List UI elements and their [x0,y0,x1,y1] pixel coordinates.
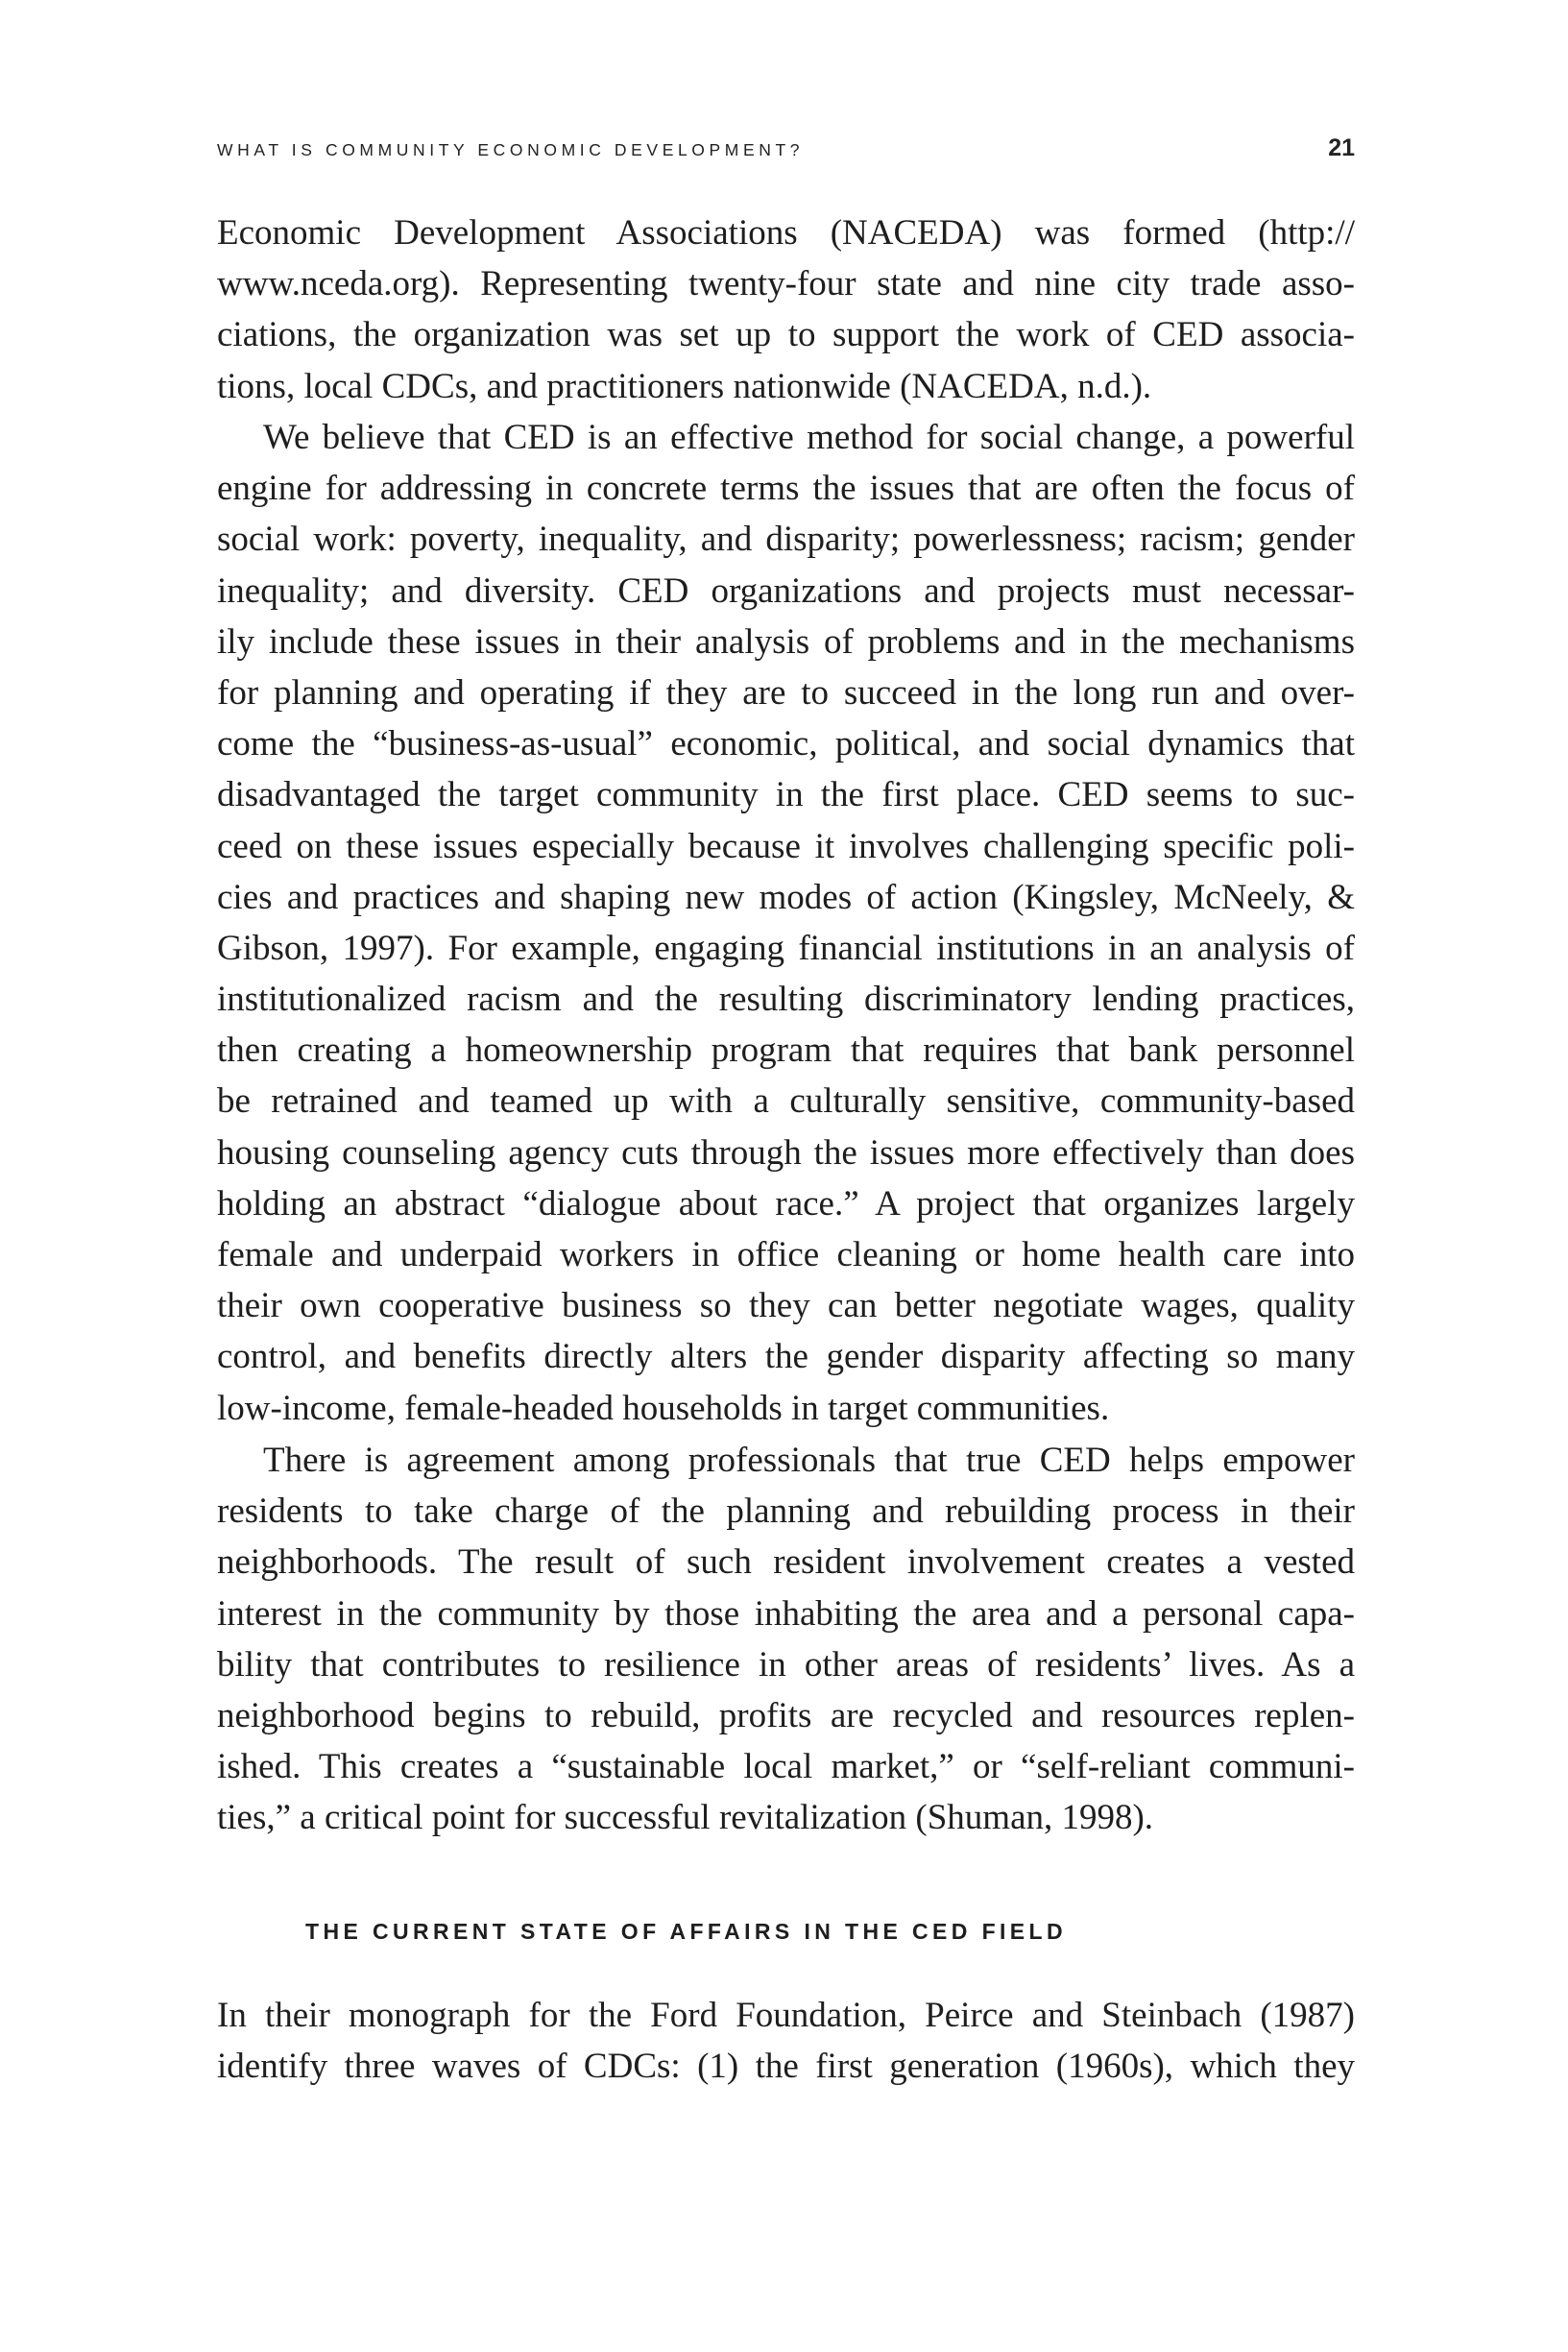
paragraph-cdc-waves [217,1990,1355,2092]
text-line: holding an abstract “dialogue about race.” A project that organizes largely [217,1183,1355,1224]
text-line: their own cooperative business so they can better negotiate wages, quality [217,1286,1355,1326]
text-line: There is agreement among professionals that true CED helps empower [263,1441,1355,1480]
text-line: then creating a homeownership program that requires that bank personnel [217,1031,1355,1071]
text-line: ily include these issues in their analysis of problems and in the mechanisms [217,621,1355,662]
text-line: social work: poverty, inequality, and disparity; powerlessness; racism; gender [217,520,1355,560]
text-line: www.nceda.org). Representing twenty-four state and nine city trade asso- [217,264,1355,304]
text-line: tions, local CDCs, and practitioners nationwide (NACEDA, n.d.). [217,366,1152,406]
running-head-title: WHAT IS COMMUNITY ECONOMIC DEVELOPMENT? [217,140,805,159]
text-line: ties,” a critical point for successful revitalization (Shuman, 1998). [217,1798,1154,1838]
page-number: 21 [1328,134,1355,161]
text-line: low-income, female-headed households in target communities. [217,1388,1110,1428]
text-line: engine for addressing in concrete terms the issues that are often the focus of [217,469,1355,509]
text-line: inequality; and diversity. CED organizations and projects must necessar- [217,570,1355,611]
text-line: ciations, the organization was set up to support the work of CED associa- [217,315,1355,355]
text-line: ished. This creates a “sustainable local market,” or “self-reliant communi- [217,1747,1355,1787]
text-line: institutionalized racism and the resulting discriminatory lending practices, [217,980,1355,1020]
paragraph-resident-empowerment [217,1435,1355,1844]
text-line: neighborhoods. The result of such resident involvement creates a vested [217,1542,1355,1583]
text-line: be retrained and teamed up with a culturally sensitive, community-based [217,1081,1355,1122]
text-line: female and underpaid workers in office cleaning or home health care into [217,1235,1355,1274]
text-line: come the “business-as-usual” economic, political, and social dynamics that [217,724,1355,764]
text-line: We believe that CED is an effective method for social change, a powerful [263,418,1355,457]
paragraph-ced-social-change [217,412,1355,1434]
text-line: Gibson, 1997). For example, engaging financial institutions in an analysis of [217,928,1355,968]
text-line: residents to take charge of the planning and rebuilding process in their [217,1491,1355,1532]
text-line: In their monograph for the Ford Foundation, Peirce and Steinbach (1987) [217,1996,1355,2035]
running-head [217,134,1355,173]
text-line: Economic Development Associations (NACEDA) was formed (http:// [217,213,1355,253]
paragraph-naceda [217,207,1355,412]
text-line: interest in the community by those inhabiting the area and a personal capa- [217,1593,1355,1634]
text-line: ceed on these issues especially because it involves challenging specific poli- [217,826,1355,866]
text-line: neighborhood begins to rebuild, profits are recycled and resources replen- [217,1695,1355,1735]
text-line: control, and benefits directly alters the gender disparity affecting so many [217,1337,1355,1377]
text-line: identify three waves of CDCs: (1) the first generation (1960s), which they [217,2047,1355,2087]
text-line: for planning and operating if they are to succeed in the long run and over- [217,672,1355,713]
text-line: disadvantaged the target community in the first place. CED seems to suc- [217,775,1355,815]
section-heading: THE CURRENT STATE OF AFFAIRS IN THE CED FIELD [305,1919,1068,1944]
text-line: bility that contributes to resilience in other areas of residents’ lives. As a [217,1644,1355,1685]
text-line: housing counseling agency cuts through the issues more effectively than does [217,1132,1355,1173]
text-line: cies and practices and shaping new modes of action (Kingsley, McNeely, & [217,877,1355,917]
